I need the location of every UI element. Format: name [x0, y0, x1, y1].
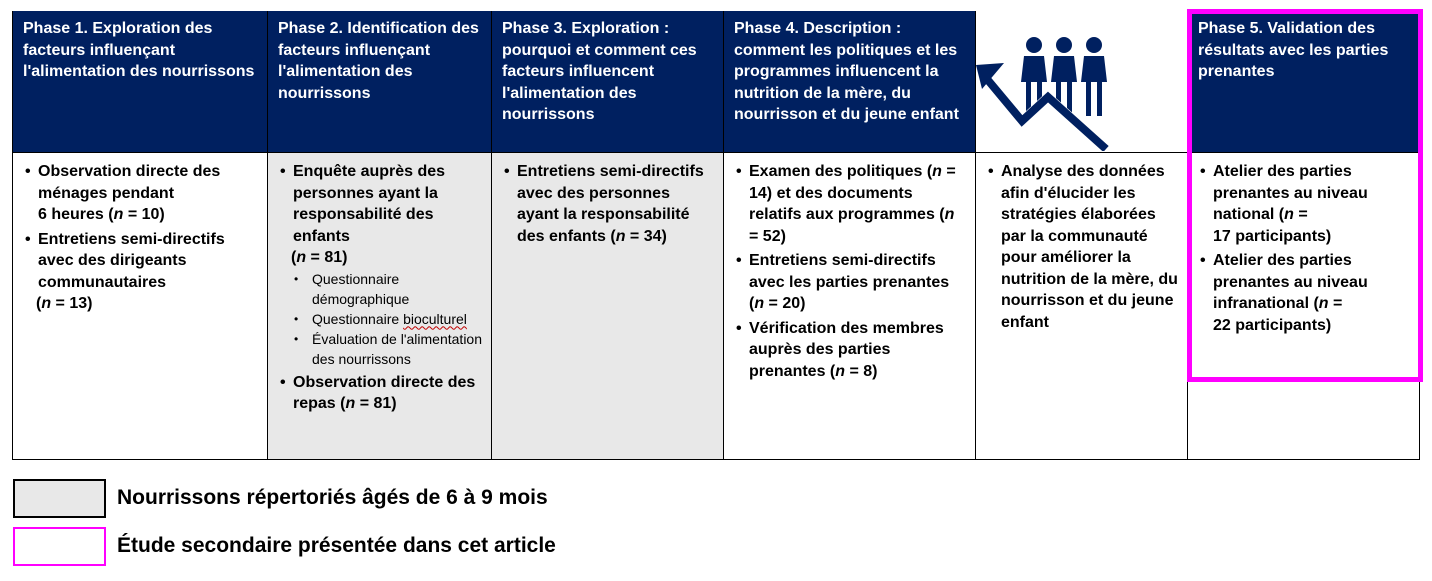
analysis-header — [976, 11, 1187, 152]
phase-3-body — [492, 152, 723, 460]
phase-5-item: • Atelier des parties prenantes au niveau national (n = 17 participants) — [1198, 161, 1411, 247]
phase-4-header: Phase 4. Description : comment les politiques et les programmes influencent la nutrition de la mère, du nourrisson et du jeune enfant — [724, 11, 975, 152]
phase-4-item: • Examen des politiques (n = 14) et des documents relatifs aux programmes (n = 52) — [734, 161, 967, 247]
phase-2-item: • Enquête auprès des personnes ayant la responsabilité des enfants (n = 81) • Questionnaire démographique • Questionnaire bioculturel • Évaluation de l'alimentation des nourrissons — [278, 161, 483, 369]
secondary-study-highlight — [1187, 9, 1423, 382]
phase-3-header: Phase 3. Exploration : pourquoi et comment ces facteurs influencent l'alimentation des nourrissons — [492, 11, 723, 152]
phase-2-subitem: • Évaluation de l'alimentation des nourrissons — [293, 329, 483, 369]
phase-1-body — [13, 152, 267, 460]
legend-swatch-grey — [13, 479, 106, 518]
analysis-item: • Analyse des données afin d'élucider les stratégies élaborées par la communauté pour améliorer la nutrition de la mère, du nourrisson et du jeune enfant — [986, 161, 1179, 333]
phase-4-item: • Vérification des membres auprès des parties prenantes (n = 8) — [734, 318, 967, 383]
phase-5-header: Phase 5. Validation des résultats avec les parties prenantes — [1188, 11, 1419, 152]
phase-4-body — [724, 152, 975, 460]
phase-2-body — [268, 152, 491, 460]
phase-1-header: Phase 1. Exploration des facteurs influençant l'alimentation des nourrissons — [13, 11, 267, 152]
analysis-body — [976, 152, 1187, 460]
phase-3-column — [491, 11, 723, 460]
phase-2-subitem: • Questionnaire démographique — [293, 269, 483, 309]
legend-label-grey: Nourrissons répertoriés âgés de 6 à 9 mois — [117, 486, 548, 509]
phase-2-header: Phase 2. Identification des facteurs influençant l'alimentation des nourrissons — [268, 11, 491, 152]
phase-1-column — [12, 11, 267, 460]
phase-1-item: • Entretiens semi-directifs avec des dirigeants communautaires (n = 13) — [23, 229, 259, 315]
phase-1-item: • Observation directe des ménages pendant 6 heures (n = 10) — [23, 161, 259, 226]
phase-5-item: • Atelier des parties prenantes au niveau infranational (n = 22 participants) — [1198, 250, 1411, 336]
phase-2-column — [267, 11, 491, 460]
phase-3-item: • Entretiens semi-directifs avec des personnes ayant la responsabilité des enfants (n = 34) — [502, 161, 715, 247]
phase-4-item: • Entretiens semi-directifs avec les parties prenantes (n = 20) — [734, 250, 967, 315]
phase-4-column — [723, 11, 975, 460]
phase-2-subitem: • Questionnaire bioculturel — [293, 309, 483, 329]
legend-swatch-magenta — [13, 527, 106, 566]
community-growth-icon — [976, 25, 1136, 151]
legend-label-magenta: Étude secondaire présentée dans cet article — [117, 534, 556, 557]
analysis-column — [975, 11, 1187, 460]
phase-2-item: • Observation directe des repas (n = 81) — [278, 372, 483, 415]
